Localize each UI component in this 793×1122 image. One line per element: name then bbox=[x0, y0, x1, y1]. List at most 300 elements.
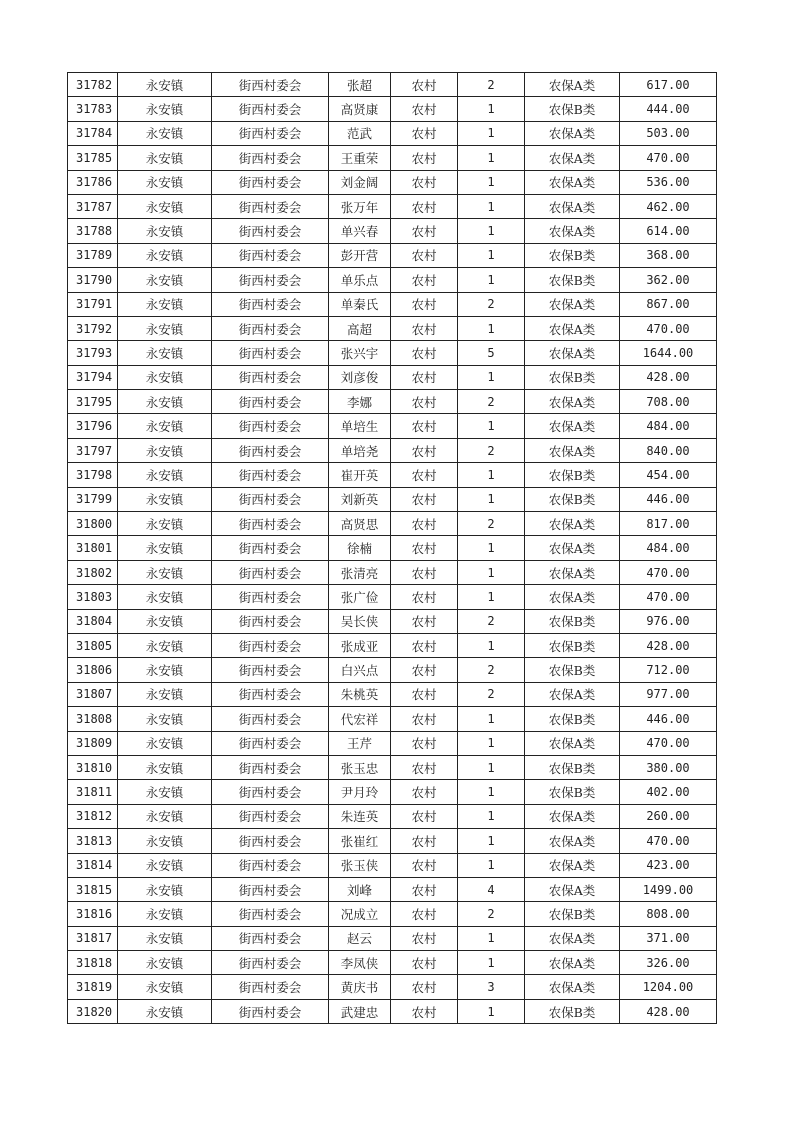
cell-household-type: 农村 bbox=[391, 194, 458, 218]
cell-name: 高贤康 bbox=[329, 97, 391, 121]
cell-insurance-category: 农保A类 bbox=[525, 877, 620, 901]
cell-village-committee: 街西村委会 bbox=[212, 707, 329, 731]
table-row bbox=[68, 829, 717, 853]
cell-village-committee: 街西村委会 bbox=[212, 268, 329, 292]
cell-household-type: 农村 bbox=[391, 926, 458, 950]
cell-amount: 470.00 bbox=[620, 731, 717, 755]
cell-household-type: 农村 bbox=[391, 731, 458, 755]
cell-village-committee: 街西村委会 bbox=[212, 951, 329, 975]
cell-amount: 977.00 bbox=[620, 682, 717, 706]
cell-member-count: 1 bbox=[458, 268, 525, 292]
cell-record-id: 31805 bbox=[68, 633, 118, 657]
cell-town: 永安镇 bbox=[118, 755, 212, 779]
cell-name: 高贤思 bbox=[329, 512, 391, 536]
table-row bbox=[68, 73, 717, 97]
cell-town: 永安镇 bbox=[118, 804, 212, 828]
cell-insurance-category: 农保A类 bbox=[525, 194, 620, 218]
cell-village-committee: 街西村委会 bbox=[212, 731, 329, 755]
cell-amount: 428.00 bbox=[620, 999, 717, 1023]
cell-member-count: 1 bbox=[458, 243, 525, 267]
cell-town: 永安镇 bbox=[118, 121, 212, 145]
cell-household-type: 农村 bbox=[391, 951, 458, 975]
cell-household-type: 农村 bbox=[391, 512, 458, 536]
cell-record-id: 31793 bbox=[68, 341, 118, 365]
table-row bbox=[68, 682, 717, 706]
cell-member-count: 2 bbox=[458, 658, 525, 682]
cell-name: 赵云 bbox=[329, 926, 391, 950]
cell-amount: 326.00 bbox=[620, 951, 717, 975]
table-row bbox=[68, 194, 717, 218]
cell-household-type: 农村 bbox=[391, 341, 458, 365]
cell-record-id: 31816 bbox=[68, 902, 118, 926]
cell-household-type: 农村 bbox=[391, 999, 458, 1023]
cell-amount: 446.00 bbox=[620, 487, 717, 511]
table-row bbox=[68, 585, 717, 609]
cell-name: 张成亚 bbox=[329, 633, 391, 657]
cell-household-type: 农村 bbox=[391, 390, 458, 414]
cell-name: 单乐点 bbox=[329, 268, 391, 292]
cell-member-count: 1 bbox=[458, 463, 525, 487]
table-row bbox=[68, 487, 717, 511]
cell-village-committee: 街西村委会 bbox=[212, 999, 329, 1023]
cell-household-type: 农村 bbox=[391, 268, 458, 292]
cell-insurance-category: 农保A类 bbox=[525, 438, 620, 462]
cell-amount: 536.00 bbox=[620, 170, 717, 194]
cell-town: 永安镇 bbox=[118, 97, 212, 121]
table-row bbox=[68, 853, 717, 877]
cell-record-id: 31798 bbox=[68, 463, 118, 487]
cell-record-id: 31796 bbox=[68, 414, 118, 438]
cell-village-committee: 街西村委会 bbox=[212, 390, 329, 414]
cell-record-id: 31811 bbox=[68, 780, 118, 804]
cell-insurance-category: 农保A类 bbox=[525, 292, 620, 316]
cell-household-type: 农村 bbox=[391, 633, 458, 657]
cell-member-count: 2 bbox=[458, 682, 525, 706]
cell-household-type: 农村 bbox=[391, 97, 458, 121]
cell-name: 刘金阔 bbox=[329, 170, 391, 194]
cell-member-count: 1 bbox=[458, 170, 525, 194]
table-row bbox=[68, 438, 717, 462]
cell-member-count: 2 bbox=[458, 73, 525, 97]
cell-name: 张玉侠 bbox=[329, 853, 391, 877]
table-row bbox=[68, 512, 717, 536]
table-row bbox=[68, 292, 717, 316]
cell-record-id: 31787 bbox=[68, 194, 118, 218]
cell-insurance-category: 农保B类 bbox=[525, 609, 620, 633]
cell-insurance-category: 农保B类 bbox=[525, 268, 620, 292]
cell-household-type: 农村 bbox=[391, 292, 458, 316]
table-row bbox=[68, 902, 717, 926]
cell-name: 武建忠 bbox=[329, 999, 391, 1023]
cell-amount: 1499.00 bbox=[620, 877, 717, 901]
cell-insurance-category: 农保A类 bbox=[525, 560, 620, 584]
cell-village-committee: 街西村委会 bbox=[212, 853, 329, 877]
cell-amount: 380.00 bbox=[620, 755, 717, 779]
cell-member-count: 1 bbox=[458, 804, 525, 828]
cell-member-count: 5 bbox=[458, 341, 525, 365]
cell-town: 永安镇 bbox=[118, 560, 212, 584]
cell-amount: 362.00 bbox=[620, 268, 717, 292]
cell-village-committee: 街西村委会 bbox=[212, 316, 329, 340]
cell-town: 永安镇 bbox=[118, 853, 212, 877]
cell-amount: 712.00 bbox=[620, 658, 717, 682]
cell-name: 单培生 bbox=[329, 414, 391, 438]
cell-town: 永安镇 bbox=[118, 170, 212, 194]
table-row bbox=[68, 755, 717, 779]
cell-record-id: 31800 bbox=[68, 512, 118, 536]
cell-amount: 428.00 bbox=[620, 365, 717, 389]
cell-amount: 484.00 bbox=[620, 536, 717, 560]
cell-village-committee: 街西村委会 bbox=[212, 755, 329, 779]
cell-town: 永安镇 bbox=[118, 707, 212, 731]
cell-amount: 708.00 bbox=[620, 390, 717, 414]
cell-record-id: 31801 bbox=[68, 536, 118, 560]
cell-name: 张超 bbox=[329, 73, 391, 97]
cell-insurance-category: 农保A类 bbox=[525, 390, 620, 414]
cell-insurance-category: 农保B类 bbox=[525, 755, 620, 779]
cell-insurance-category: 农保B类 bbox=[525, 365, 620, 389]
cell-record-id: 31815 bbox=[68, 877, 118, 901]
cell-village-committee: 街西村委会 bbox=[212, 414, 329, 438]
cell-household-type: 农村 bbox=[391, 755, 458, 779]
cell-record-id: 31808 bbox=[68, 707, 118, 731]
cell-name: 张万年 bbox=[329, 194, 391, 218]
cell-village-committee: 街西村委会 bbox=[212, 512, 329, 536]
cell-amount: 260.00 bbox=[620, 804, 717, 828]
cell-village-committee: 街西村委会 bbox=[212, 487, 329, 511]
table-row bbox=[68, 146, 717, 170]
cell-name: 崔开英 bbox=[329, 463, 391, 487]
cell-insurance-category: 农保A类 bbox=[525, 73, 620, 97]
cell-record-id: 31790 bbox=[68, 268, 118, 292]
cell-village-committee: 街西村委会 bbox=[212, 902, 329, 926]
cell-household-type: 农村 bbox=[391, 780, 458, 804]
cell-insurance-category: 农保A类 bbox=[525, 731, 620, 755]
cell-amount: 503.00 bbox=[620, 121, 717, 145]
cell-town: 永安镇 bbox=[118, 951, 212, 975]
cell-town: 永安镇 bbox=[118, 999, 212, 1023]
cell-name: 单兴春 bbox=[329, 219, 391, 243]
cell-name: 刘彦俊 bbox=[329, 365, 391, 389]
cell-insurance-category: 农保A类 bbox=[525, 170, 620, 194]
cell-town: 永安镇 bbox=[118, 194, 212, 218]
cell-village-committee: 街西村委会 bbox=[212, 975, 329, 999]
table-row bbox=[68, 658, 717, 682]
cell-member-count: 2 bbox=[458, 292, 525, 316]
cell-amount: 470.00 bbox=[620, 316, 717, 340]
table-row bbox=[68, 560, 717, 584]
cell-household-type: 农村 bbox=[391, 146, 458, 170]
cell-village-committee: 街西村委会 bbox=[212, 633, 329, 657]
cell-member-count: 1 bbox=[458, 194, 525, 218]
cell-amount: 402.00 bbox=[620, 780, 717, 804]
cell-town: 永安镇 bbox=[118, 829, 212, 853]
cell-household-type: 农村 bbox=[391, 316, 458, 340]
cell-village-committee: 街西村委会 bbox=[212, 780, 329, 804]
cell-member-count: 2 bbox=[458, 438, 525, 462]
cell-name: 张广俭 bbox=[329, 585, 391, 609]
cell-name: 尹月玲 bbox=[329, 780, 391, 804]
cell-amount: 808.00 bbox=[620, 902, 717, 926]
cell-amount: 614.00 bbox=[620, 219, 717, 243]
table-row bbox=[68, 268, 717, 292]
cell-village-committee: 街西村委会 bbox=[212, 682, 329, 706]
cell-amount: 444.00 bbox=[620, 97, 717, 121]
table-row bbox=[68, 731, 717, 755]
table-row bbox=[68, 975, 717, 999]
cell-member-count: 1 bbox=[458, 365, 525, 389]
cell-record-id: 31785 bbox=[68, 146, 118, 170]
table-row bbox=[68, 536, 717, 560]
cell-amount: 454.00 bbox=[620, 463, 717, 487]
cell-town: 永安镇 bbox=[118, 365, 212, 389]
cell-member-count: 1 bbox=[458, 707, 525, 731]
cell-household-type: 农村 bbox=[391, 902, 458, 926]
cell-village-committee: 街西村委会 bbox=[212, 829, 329, 853]
cell-insurance-category: 农保B类 bbox=[525, 633, 620, 657]
cell-member-count: 1 bbox=[458, 585, 525, 609]
cell-member-count: 1 bbox=[458, 97, 525, 121]
cell-town: 永安镇 bbox=[118, 414, 212, 438]
cell-insurance-category: 农保A类 bbox=[525, 585, 620, 609]
cell-insurance-category: 农保B类 bbox=[525, 707, 620, 731]
cell-member-count: 1 bbox=[458, 487, 525, 511]
table-row bbox=[68, 341, 717, 365]
cell-name: 朱连英 bbox=[329, 804, 391, 828]
cell-town: 永安镇 bbox=[118, 731, 212, 755]
cell-town: 永安镇 bbox=[118, 780, 212, 804]
cell-record-id: 31789 bbox=[68, 243, 118, 267]
cell-amount: 423.00 bbox=[620, 853, 717, 877]
table-row bbox=[68, 316, 717, 340]
cell-insurance-category: 农保B类 bbox=[525, 487, 620, 511]
cell-household-type: 农村 bbox=[391, 707, 458, 731]
cell-record-id: 31799 bbox=[68, 487, 118, 511]
cell-member-count: 2 bbox=[458, 390, 525, 414]
cell-household-type: 农村 bbox=[391, 414, 458, 438]
cell-insurance-category: 农保A类 bbox=[525, 219, 620, 243]
cell-village-committee: 街西村委会 bbox=[212, 341, 329, 365]
cell-household-type: 农村 bbox=[391, 536, 458, 560]
cell-insurance-category: 农保B类 bbox=[525, 902, 620, 926]
cell-household-type: 农村 bbox=[391, 853, 458, 877]
table-body bbox=[68, 73, 717, 1024]
cell-amount: 840.00 bbox=[620, 438, 717, 462]
cell-amount: 1204.00 bbox=[620, 975, 717, 999]
cell-member-count: 2 bbox=[458, 512, 525, 536]
cell-village-committee: 街西村委会 bbox=[212, 73, 329, 97]
cell-insurance-category: 农保A类 bbox=[525, 316, 620, 340]
cell-household-type: 农村 bbox=[391, 609, 458, 633]
table-row bbox=[68, 804, 717, 828]
cell-village-committee: 街西村委会 bbox=[212, 438, 329, 462]
household-subsidy-table bbox=[67, 72, 717, 1024]
table-row bbox=[68, 780, 717, 804]
cell-household-type: 农村 bbox=[391, 170, 458, 194]
cell-village-committee: 街西村委会 bbox=[212, 365, 329, 389]
cell-town: 永安镇 bbox=[118, 316, 212, 340]
cell-amount: 428.00 bbox=[620, 633, 717, 657]
cell-household-type: 农村 bbox=[391, 804, 458, 828]
cell-insurance-category: 农保A类 bbox=[525, 536, 620, 560]
cell-record-id: 31813 bbox=[68, 829, 118, 853]
cell-town: 永安镇 bbox=[118, 438, 212, 462]
table-row bbox=[68, 170, 717, 194]
cell-name: 徐楠 bbox=[329, 536, 391, 560]
cell-town: 永安镇 bbox=[118, 73, 212, 97]
cell-record-id: 31807 bbox=[68, 682, 118, 706]
cell-record-id: 31803 bbox=[68, 585, 118, 609]
cell-village-committee: 街西村委会 bbox=[212, 170, 329, 194]
cell-record-id: 31786 bbox=[68, 170, 118, 194]
cell-record-id: 31814 bbox=[68, 853, 118, 877]
cell-insurance-category: 农保A类 bbox=[525, 341, 620, 365]
cell-town: 永安镇 bbox=[118, 341, 212, 365]
cell-amount: 617.00 bbox=[620, 73, 717, 97]
cell-name: 张玉忠 bbox=[329, 755, 391, 779]
cell-name: 王芹 bbox=[329, 731, 391, 755]
cell-household-type: 农村 bbox=[391, 121, 458, 145]
cell-name: 朱桃英 bbox=[329, 682, 391, 706]
cell-village-committee: 街西村委会 bbox=[212, 658, 329, 682]
cell-record-id: 31797 bbox=[68, 438, 118, 462]
cell-member-count: 1 bbox=[458, 316, 525, 340]
cell-member-count: 1 bbox=[458, 731, 525, 755]
cell-amount: 867.00 bbox=[620, 292, 717, 316]
cell-town: 永安镇 bbox=[118, 219, 212, 243]
cell-town: 永安镇 bbox=[118, 390, 212, 414]
cell-household-type: 农村 bbox=[391, 73, 458, 97]
cell-town: 永安镇 bbox=[118, 292, 212, 316]
cell-household-type: 农村 bbox=[391, 365, 458, 389]
cell-name: 张清亮 bbox=[329, 560, 391, 584]
cell-member-count: 1 bbox=[458, 560, 525, 584]
cell-record-id: 31820 bbox=[68, 999, 118, 1023]
cell-record-id: 31794 bbox=[68, 365, 118, 389]
cell-record-id: 31818 bbox=[68, 951, 118, 975]
cell-insurance-category: 农保A类 bbox=[525, 146, 620, 170]
table-row bbox=[68, 609, 717, 633]
cell-name: 张崔红 bbox=[329, 829, 391, 853]
cell-town: 永安镇 bbox=[118, 487, 212, 511]
cell-name: 张兴宇 bbox=[329, 341, 391, 365]
cell-amount: 470.00 bbox=[620, 585, 717, 609]
cell-name: 王重荣 bbox=[329, 146, 391, 170]
table-row bbox=[68, 707, 717, 731]
cell-town: 永安镇 bbox=[118, 585, 212, 609]
cell-village-committee: 街西村委会 bbox=[212, 121, 329, 145]
cell-member-count: 1 bbox=[458, 755, 525, 779]
cell-town: 永安镇 bbox=[118, 682, 212, 706]
cell-village-committee: 街西村委会 bbox=[212, 219, 329, 243]
cell-town: 永安镇 bbox=[118, 975, 212, 999]
cell-household-type: 农村 bbox=[391, 585, 458, 609]
cell-record-id: 31812 bbox=[68, 804, 118, 828]
cell-town: 永安镇 bbox=[118, 926, 212, 950]
cell-household-type: 农村 bbox=[391, 219, 458, 243]
cell-name: 况成立 bbox=[329, 902, 391, 926]
cell-insurance-category: 农保A类 bbox=[525, 975, 620, 999]
cell-household-type: 农村 bbox=[391, 463, 458, 487]
cell-insurance-category: 农保A类 bbox=[525, 853, 620, 877]
cell-town: 永安镇 bbox=[118, 658, 212, 682]
cell-member-count: 1 bbox=[458, 633, 525, 657]
cell-household-type: 农村 bbox=[391, 877, 458, 901]
cell-insurance-category: 农保A类 bbox=[525, 121, 620, 145]
cell-name: 白兴点 bbox=[329, 658, 391, 682]
cell-household-type: 农村 bbox=[391, 438, 458, 462]
table-row bbox=[68, 97, 717, 121]
cell-insurance-category: 农保A类 bbox=[525, 829, 620, 853]
table-row bbox=[68, 390, 717, 414]
cell-member-count: 2 bbox=[458, 609, 525, 633]
cell-record-id: 31810 bbox=[68, 755, 118, 779]
cell-village-committee: 街西村委会 bbox=[212, 609, 329, 633]
cell-town: 永安镇 bbox=[118, 463, 212, 487]
cell-member-count: 3 bbox=[458, 975, 525, 999]
table-row bbox=[68, 877, 717, 901]
cell-name: 刘峰 bbox=[329, 877, 391, 901]
cell-village-committee: 街西村委会 bbox=[212, 560, 329, 584]
cell-village-committee: 街西村委会 bbox=[212, 292, 329, 316]
cell-insurance-category: 农保B类 bbox=[525, 243, 620, 267]
cell-insurance-category: 农保A类 bbox=[525, 951, 620, 975]
table-row bbox=[68, 219, 717, 243]
cell-town: 永安镇 bbox=[118, 512, 212, 536]
cell-member-count: 1 bbox=[458, 951, 525, 975]
cell-village-committee: 街西村委会 bbox=[212, 463, 329, 487]
cell-village-committee: 街西村委会 bbox=[212, 536, 329, 560]
cell-member-count: 1 bbox=[458, 853, 525, 877]
cell-village-committee: 街西村委会 bbox=[212, 194, 329, 218]
cell-village-committee: 街西村委会 bbox=[212, 804, 329, 828]
cell-record-id: 31792 bbox=[68, 316, 118, 340]
cell-amount: 470.00 bbox=[620, 560, 717, 584]
cell-insurance-category: 农保A类 bbox=[525, 414, 620, 438]
table-row bbox=[68, 121, 717, 145]
cell-name: 黄庆书 bbox=[329, 975, 391, 999]
cell-village-committee: 街西村委会 bbox=[212, 97, 329, 121]
cell-record-id: 31802 bbox=[68, 560, 118, 584]
cell-town: 永安镇 bbox=[118, 243, 212, 267]
cell-name: 单培尧 bbox=[329, 438, 391, 462]
cell-record-id: 31804 bbox=[68, 609, 118, 633]
cell-village-committee: 街西村委会 bbox=[212, 585, 329, 609]
cell-village-committee: 街西村委会 bbox=[212, 877, 329, 901]
cell-insurance-category: 农保A类 bbox=[525, 682, 620, 706]
cell-name: 吴长侠 bbox=[329, 609, 391, 633]
cell-record-id: 31819 bbox=[68, 975, 118, 999]
cell-member-count: 1 bbox=[458, 219, 525, 243]
cell-village-committee: 街西村委会 bbox=[212, 146, 329, 170]
cell-name: 范武 bbox=[329, 121, 391, 145]
cell-amount: 470.00 bbox=[620, 829, 717, 853]
table-row bbox=[68, 633, 717, 657]
cell-member-count: 1 bbox=[458, 121, 525, 145]
cell-household-type: 农村 bbox=[391, 975, 458, 999]
cell-member-count: 1 bbox=[458, 146, 525, 170]
cell-record-id: 31783 bbox=[68, 97, 118, 121]
cell-household-type: 农村 bbox=[391, 243, 458, 267]
table-row bbox=[68, 365, 717, 389]
table-row bbox=[68, 926, 717, 950]
cell-member-count: 1 bbox=[458, 999, 525, 1023]
cell-name: 彭开营 bbox=[329, 243, 391, 267]
cell-record-id: 31809 bbox=[68, 731, 118, 755]
cell-amount: 371.00 bbox=[620, 926, 717, 950]
cell-name: 高超 bbox=[329, 316, 391, 340]
table-row bbox=[68, 951, 717, 975]
